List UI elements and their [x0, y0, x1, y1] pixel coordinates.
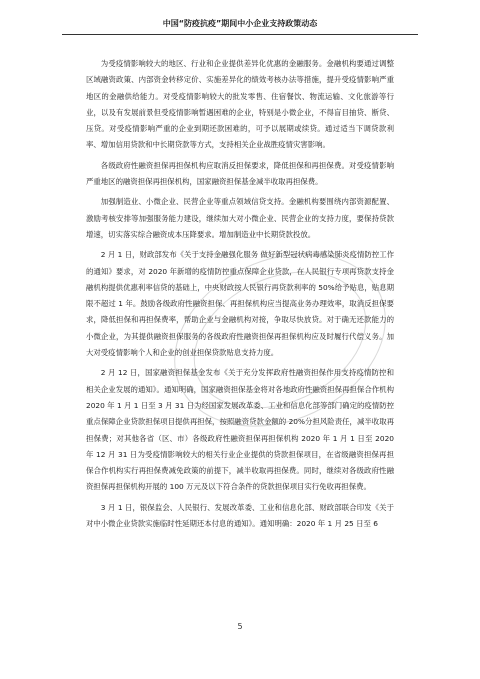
body-paragraph: 加强制造业、小微企业、民营企业等重点领域信贷支持。金融机构要围绕内部资源配置、激励考核安排等加强服务能力建设，继续加大对小微企业、民营企业的支持力度，要保持贷款增速，切实落实综合融资成本压降要求。增加制造业中长期贷款投放。	[86, 197, 394, 239]
running-header: 中国“防疫抗疫”期间中小企业支持政策动态	[162, 19, 318, 28]
body-paragraph: 3 月 1 日，银保监会、人民银行、发展改革委、工业和信息化部、财政部联合印发《关于对中小微企业贷款实施临时性延期还本付息的通知》。通知明确：2020 年 1 月 25 日至 6	[86, 502, 394, 529]
document-body	[86, 56, 394, 536]
body-paragraph: 各级政府性融资担保再担保机构应取消反担保要求，降低担保和再担保费。对受疫情影响严重地区的融资担保再担保机构，国家融资担保基金减半收取再担保费。	[86, 160, 394, 187]
header-divider	[62, 34, 418, 35]
body-paragraph: 2 月 1 日，财政部发布《关于支持金融强化服务 做好新型冠状病毒感染肺炎疫情防控工作的通知》要求，对 2020 年新增的疫情防控重点保障企业贷款，在人民银行专项再贷款支持金融机构提供优惠利率信贷的基础上，中央财政按人民银行再贷款利率的 50%给予贴息，贴息期限不超过 1 年。鼓励各级政府性融资担保、再担保机构应当提高业务办理效率，取消反担保要求，降低担保和再担保费率，帮助企业与金融机构对接，争取尽快放贷。对于确无还款能力的小微企业，为其提供融资担保服务的各级政府性融资担保再担保机构应及时履行代偿义务。加大对受疫情影响个人和企业的创业担保贷款贴息支持力度。	[86, 250, 394, 358]
body-paragraph: 2 月 12 日，国家融资担保基金发布《关于充分发挥政府性融资担保作用支持疫情防控和相关企业发展的通知》。通知明确，国家融资担保基金将对各地政府性融资担保再担保合作机构 2020 年 1 月 1 日至 3 月 31 日为经国家发展改革委、工业和信息化部等部门确定的疫情防控重点保障企业贷款担保项目提供再担保，按照融资贷款金额的 20%分担风险责任，减半收取再担保费；对其他各省（区、市）各级政府性融资担保再担保机构 2020 年 1 月 1 日至 2020 年 12 月 31 日为受疫情影响较大的相关行业企业提供的贷款担保项目，在省级融资担保再担保合作机构实行再担保费减免政策的前提下，减半收取再担保费。同时，继续对各级政府性融资担保再担保机构开展的 100 万元及以下符合条件的贷款担保项目实行免收再担保费。	[86, 368, 394, 492]
page-number: 5	[237, 622, 243, 631]
body-paragraph: 为受疫情影响较大的地区、行业和企业提供差异化优惠的金融服务。金融机构要通过调整区域融资政策、内部资金转移定价、实施差异化的绩效考核办法等措施，提升受疫情影响严重地区的金融供给能力。对受疫情影响较大的批发零售、住宿餐饮、物流运输、文化旅游等行业，以及有发展前景但受疫情影响暂遇困难的企业，特别是小微企业，不得盲目抽贷、断贷、压贷。对受疫情影响严重的企业到期还款困难的，可予以展期或续贷。通过适当下调贷款利率、增加信用贷款和中长期贷款等方式，支持相关企业战胜疫情灾害影响。	[86, 59, 394, 150]
